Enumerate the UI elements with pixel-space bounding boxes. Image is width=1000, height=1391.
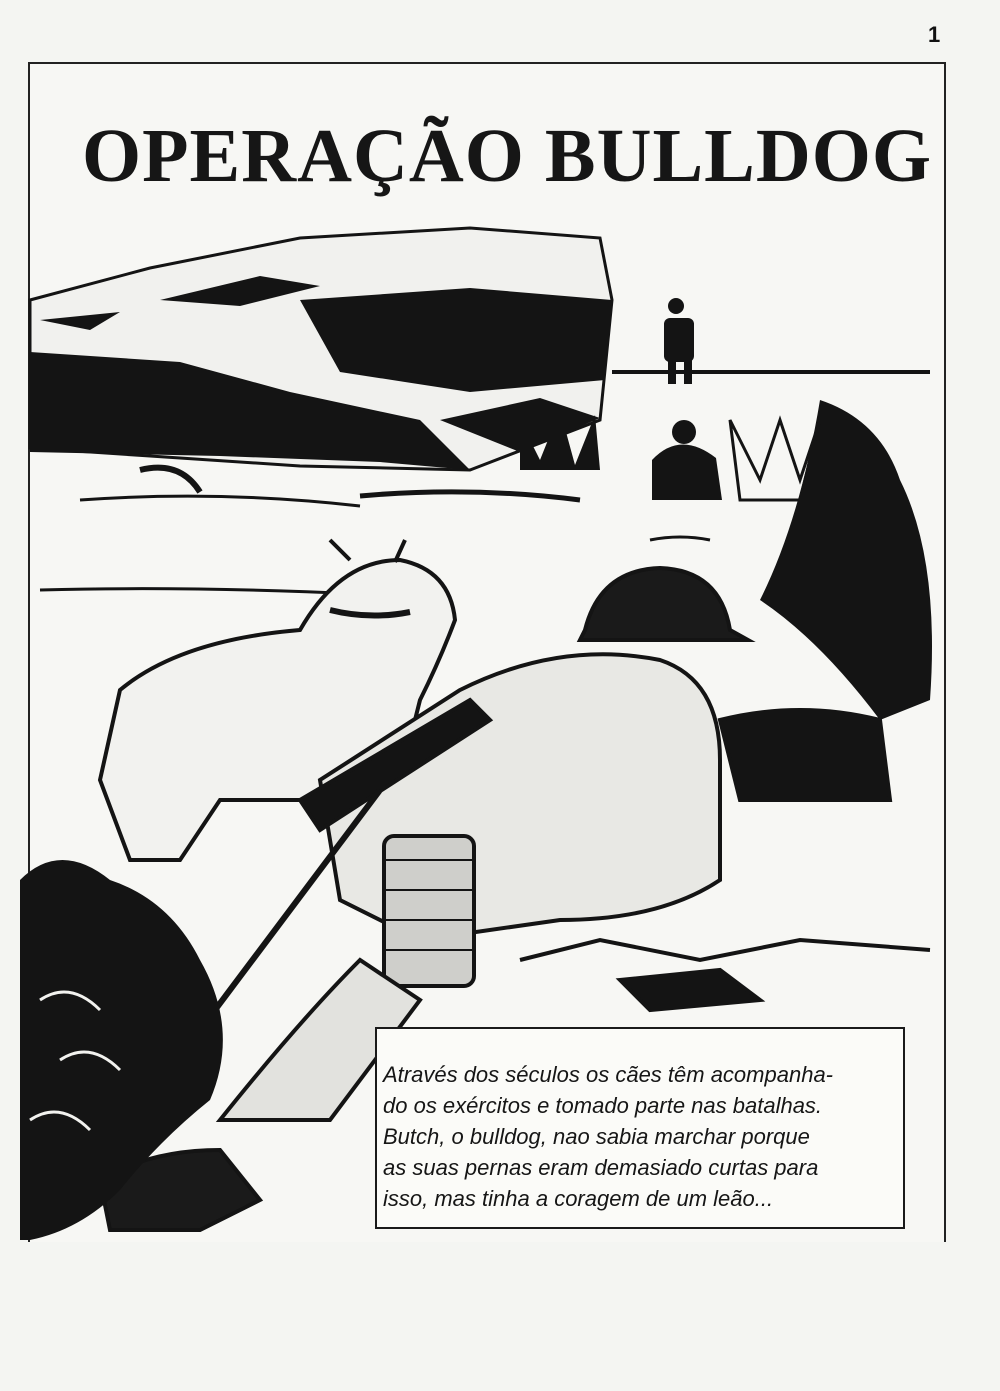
caption-box [375, 1027, 905, 1229]
caption-text: Através dos séculos os cães têm acompanha- do os exércitos e tomado parte nas batalhas. Butch, o bulldog, nao sabia marchar porque as suas pernas eram demasiado curtas para isso, mas tinha a coragem de um leão... [383, 1062, 834, 1211]
distant-dog [652, 420, 722, 500]
page-number: 1 [928, 22, 941, 47]
story-title: OPERAÇÃO BULLDOG [82, 114, 932, 198]
